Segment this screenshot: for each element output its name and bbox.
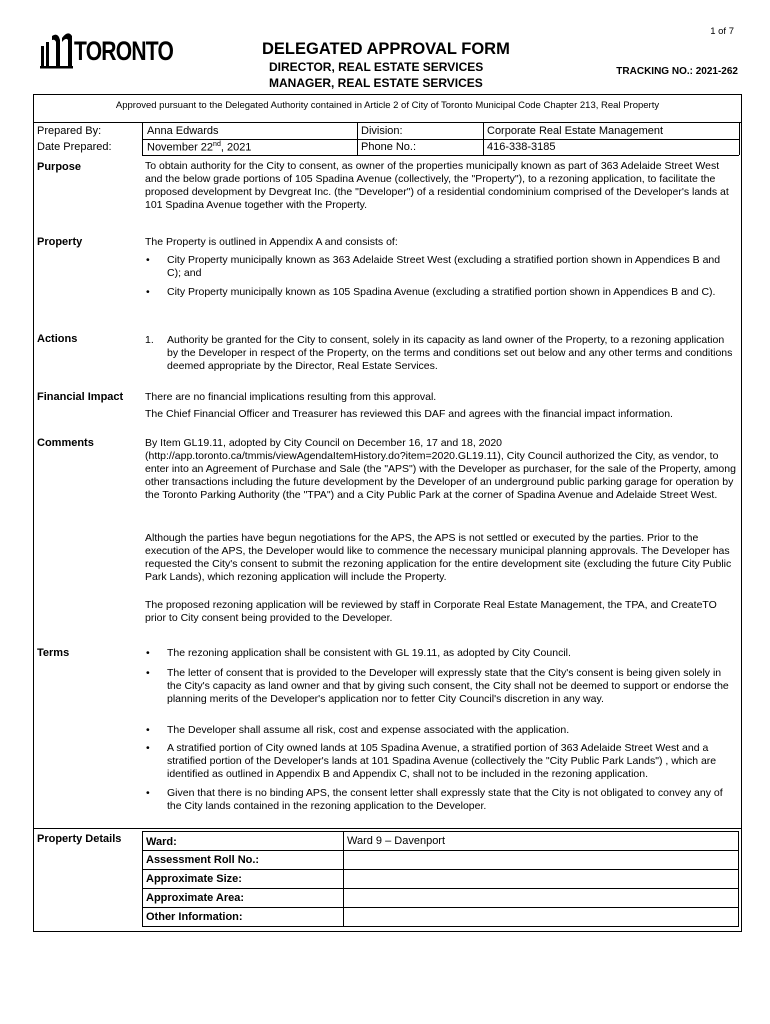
city-hall-icon	[40, 30, 74, 70]
assessment-roll-label: Assessment Roll No.:	[146, 854, 260, 866]
bullet-icon: •	[146, 286, 150, 298]
prepared-by-value: Anna Edwards	[147, 125, 219, 137]
purpose-label: Purpose	[37, 161, 82, 173]
terms-label: Terms	[37, 647, 70, 659]
divider	[343, 831, 344, 927]
divider	[33, 122, 742, 123]
property-item: City Property municipally known as 105 Spadina Avenue (excluding a stratified portion shown in Appendices B and C).	[167, 286, 716, 298]
other-information-label: Other Information:	[146, 911, 243, 923]
divider	[142, 907, 739, 908]
comments-paragraph: The proposed rezoning application will be reviewed by staff in Corporate Real Estate Management, the TPA, and CreateTO prior to City consent being provided to the Developer.	[145, 599, 717, 624]
purpose-text: To obtain authority for the City to consent, as owner of the properties municipally known as part of 363 Adelaide Street West and the below grade portions of 105 Spadina Avenue (collectively, the "Property"), to a rezoning application, to facilitate the proposed development by Devgreat Inc. (the "Developer") of a residential condominium comprised of the Developer's lands at 101 Spadina Avenue together with the Property.	[145, 160, 729, 211]
form-subtitle-manager: MANAGER, REAL ESTATE SERVICES	[269, 76, 483, 90]
division-value: Corporate Real Estate Management	[487, 125, 664, 137]
phone-label: Phone No.:	[361, 141, 417, 153]
ward-value: Ward 9 – Davenport	[347, 835, 446, 847]
approximate-area-label: Approximate Area:	[146, 892, 245, 904]
divider	[142, 888, 739, 889]
bullet-icon: •	[146, 787, 150, 799]
phone-value: 416-338-3185	[487, 141, 556, 153]
toronto-logo	[40, 30, 174, 72]
terms-item: The rezoning application shall be consistent with GL 19.11, as adopted by City Council.	[167, 647, 571, 659]
prepared-by-label: Prepared By:	[37, 125, 102, 137]
bullet-icon: •	[146, 667, 150, 679]
approximate-size-label: Approximate Size:	[146, 873, 242, 885]
property-item: City Property municipally known as 363 Adelaide Street West (excluding a stratified portion shown in Appendices B and C); and	[167, 254, 721, 279]
terms-item: Given that there is no binding APS, the consent letter shall expressly state that the City is not obligated to convey any of the City lands contained in the rezoning application to the Developer.	[167, 787, 723, 812]
date-prepared-label: Date Prepared:	[37, 141, 112, 153]
approval-authority-note: Approved pursuant to the Delegated Authority contained in Article 2 of City of Toronto Municipal Code Chapter 213, Real Property	[115, 100, 660, 111]
bullet-icon: •	[146, 647, 150, 659]
divider	[142, 123, 143, 155]
comments-paragraph: Although the parties have begun negotiations for the APS, the APS is not settled or executed by the parties. Prior to the execution of the APS, the Developer would like to commence the necessary municipal planning approvals. The Developer has requested the City's consent to submit the rezoning application for the entire development site (excluding the future City Public Park Lands), which rezoning application will include the Property.	[145, 532, 732, 583]
financial-impact-label: Financial Impact	[37, 391, 124, 403]
ward-label: Ward:	[146, 836, 177, 848]
terms-item: A stratified portion of City owned lands at 105 Spadina Avenue, a stratified portion of 363 Adelaide Street West and a stratified portion of the Developer's lands at 101 Spadina Avenue (collectively the "City Public Park Lands") , which are identified as outlined in Appendix B and Appendix C, shall not to be included in the rezoning application.	[167, 742, 717, 780]
terms-item: The letter of consent that is provided to the Developer will expressly state that the City's consent is being given solely in the City's capacity as land owner and that by giving such consent, the City shall not be deemed to support or endorse the planning merits of the Developer's application nor to fetter City Council's discretion in any way.	[167, 667, 729, 705]
bullet-icon: •	[146, 742, 150, 754]
property-intro: The Property is outlined in Appendix A and consists of:	[145, 236, 398, 248]
property-details-label: Property Details	[37, 833, 122, 845]
divider	[142, 850, 739, 851]
action-number: 1.	[145, 334, 154, 346]
divider	[142, 155, 739, 156]
divider	[142, 869, 739, 870]
logo-wordmark: TORONTO	[74, 36, 174, 66]
terms-item: The Developer shall assume all risk, cost and expense associated with the application.	[167, 724, 570, 736]
bullet-icon: •	[146, 724, 150, 736]
divider	[33, 828, 742, 829]
actions-label: Actions	[37, 333, 78, 345]
divider	[142, 139, 739, 140]
tracking-number: TRACKING NO.: 2021-262	[616, 66, 738, 77]
property-label: Property	[37, 236, 83, 248]
form-title: DELEGATED APPROVAL FORM	[262, 40, 510, 58]
date-prepared-value: November 22nd, 2021	[147, 141, 252, 154]
divider	[739, 123, 740, 155]
form-subtitle-director: DIRECTOR, REAL ESTATE SERVICES	[269, 60, 484, 74]
action-text: Authority be granted for the City to consent, solely in its capacity as land owner of the Property, to a rezoning application by the Developer in respect of the Property, on the terms and conditions set out below and any other terms and conditions deemed appropriate by the Director, Real Estate Services.	[167, 334, 733, 372]
comments-label: Comments	[37, 437, 94, 449]
financial-impact-line1: There are no financial implications resulting from this approval.	[145, 391, 437, 403]
comments-paragraph: By Item GL19.11, adopted by City Council on December 16, 17 and 18, 2020 (http://app.toronto.ca/tmmis/viewAgendaItemHistory.do?item=2020.GL19.11), City Council authorized the City, as vendor, to enter into an Agreement of Purchase and Sale (the "APS") with the Developer as purchaser, for the sale of the Property, among other transactions including the future development by the Developer of an underground public parking garage for operation by the Toronto Parking Authority (the "TPA") and a City Public Park at the corner of Spadina Avenue and Adelaide Street West.	[145, 437, 736, 501]
divider	[357, 123, 358, 155]
divider	[483, 123, 484, 155]
financial-impact-line2: The Chief Financial Officer and Treasurer has reviewed this DAF and agrees with the financial impact information.	[145, 408, 673, 420]
division-label: Division:	[361, 125, 403, 137]
page-indicator: 1 of 7	[710, 26, 734, 37]
bullet-icon: •	[146, 254, 150, 266]
